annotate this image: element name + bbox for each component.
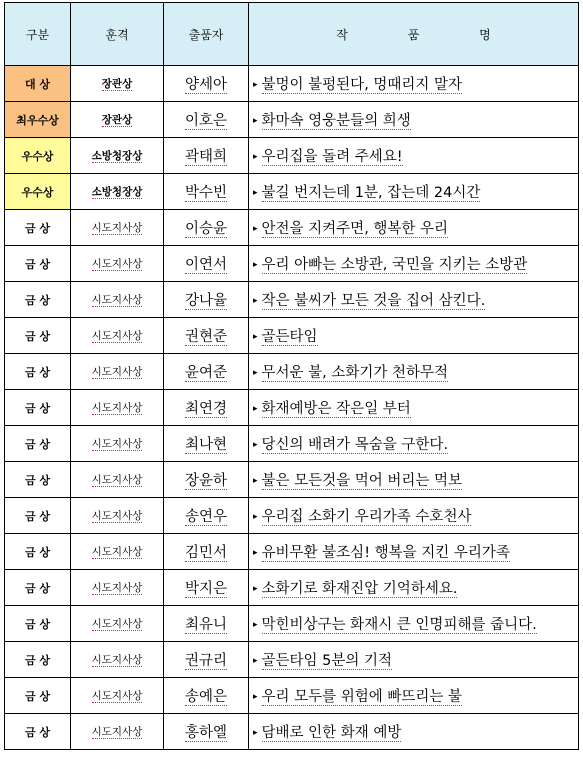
award-grade-text: 시도지사상 [91, 438, 143, 450]
entrant-name-text: 최유니 [184, 617, 228, 633]
award-grade-text: 시도지사상 [91, 726, 143, 738]
work-title-cell [249, 462, 579, 498]
award-category-cell: 금 상 [5, 642, 71, 678]
award-category-cell: 금 상 [5, 570, 71, 606]
table-row [5, 282, 579, 318]
table-row [5, 642, 579, 678]
entrant-name-text: 이승윤 [184, 221, 228, 237]
table-row [5, 138, 579, 174]
award-grade-text: 시도지사상 [91, 582, 143, 594]
award-grade-text: 시도지사상 [91, 258, 143, 270]
bullet-triangle-icon: ▸ [253, 476, 258, 486]
award-category-cell: 금 상 [5, 678, 71, 714]
entrant-name-cell [164, 606, 249, 642]
entrant-name-cell [164, 138, 249, 174]
bullet-triangle-icon: ▸ [253, 548, 258, 558]
entrant-name-cell [164, 390, 249, 426]
award-grade-text: 시도지사상 [91, 474, 143, 486]
award-grade-text: 시도지사상 [91, 654, 143, 666]
work-title-cell [249, 354, 579, 390]
entrant-name-text: 장윤하 [184, 473, 228, 489]
work-title-text: 우리 모두를 위험에 빠뜨리는 불 [261, 689, 463, 705]
work-title-text: 화마속 영웅분들의 희생 [261, 113, 411, 129]
entrant-name-text: 양세아 [184, 77, 228, 93]
header-work-title: 작 품 명 [249, 3, 579, 66]
work-title-text: 유비무환 불조심! 행복을 지킨 우리가족 [261, 545, 510, 561]
award-category-cell: 금 상 [5, 714, 71, 750]
award-grade-cell [71, 174, 164, 210]
award-grade-cell [71, 318, 164, 354]
work-title-text: 무서운 불, 소화기가 천하무적 [261, 365, 449, 381]
work-title-text: 작은 불씨가 모든 것을 집어 삼킨다. [261, 293, 486, 309]
work-title-cell [249, 498, 579, 534]
award-grade-cell [71, 390, 164, 426]
award-grade-cell [71, 210, 164, 246]
work-title-cell [249, 210, 579, 246]
header-hungyeok: 훈격 [71, 3, 164, 66]
work-title-cell [249, 678, 579, 714]
entrant-name-text: 윤여준 [184, 365, 228, 381]
bullet-triangle-icon: ▸ [253, 152, 258, 162]
award-grade-cell [71, 282, 164, 318]
award-grade-cell [71, 498, 164, 534]
table-body [5, 66, 579, 750]
award-grade-text: 시도지사상 [91, 618, 143, 630]
work-title-text: 우리 아빠는 소방관, 국민을 지키는 소방관 [261, 257, 528, 273]
award-category-cell: 금 상 [5, 534, 71, 570]
award-grade-cell [71, 102, 164, 138]
table-row [5, 498, 579, 534]
award-category-cell: 금 상 [5, 462, 71, 498]
table-row [5, 426, 579, 462]
award-category-cell: 우수상 [5, 174, 71, 210]
award-category-cell: 금 상 [5, 606, 71, 642]
award-grade-cell [71, 354, 164, 390]
award-category-cell: 금 상 [5, 246, 71, 282]
bullet-triangle-icon: ▸ [253, 512, 258, 522]
table-row [5, 462, 579, 498]
entrant-name-cell [164, 534, 249, 570]
bullet-triangle-icon: ▸ [253, 260, 258, 270]
entrant-name-cell [164, 354, 249, 390]
table-header-row [5, 3, 579, 66]
award-grade-text: 장관상 [101, 114, 133, 126]
award-grade-cell [71, 714, 164, 750]
work-title-text: 우리집을 돌려 주세요! [261, 149, 403, 165]
work-title-cell [249, 246, 579, 282]
work-title-cell [249, 570, 579, 606]
entrant-name-text: 권규리 [184, 653, 228, 669]
table-row [5, 570, 579, 606]
award-grade-text: 시도지사상 [91, 402, 143, 414]
entrant-name-text: 권현준 [184, 329, 228, 345]
award-grade-text: 시도지사상 [91, 366, 143, 378]
work-title-text: 불멍이 불펑된다, 멍때리지 말자 [261, 77, 463, 93]
table-row [5, 534, 579, 570]
table-row [5, 246, 579, 282]
award-grade-cell [71, 606, 164, 642]
entrant-name-text: 박수빈 [184, 185, 228, 201]
bullet-triangle-icon: ▸ [253, 440, 258, 450]
entrant-name-text: 이호은 [184, 113, 228, 129]
entrant-name-text: 이연서 [184, 257, 228, 273]
entrant-name-cell [164, 318, 249, 354]
award-grade-cell [71, 642, 164, 678]
table-row [5, 354, 579, 390]
table-row [5, 66, 579, 102]
awards-table-wrapper [4, 2, 578, 750]
table-row [5, 678, 579, 714]
award-category-cell: 금 상 [5, 354, 71, 390]
entrant-name-cell [164, 210, 249, 246]
award-grade-text: 시도지사상 [91, 546, 143, 558]
table-row [5, 102, 579, 138]
work-title-cell [249, 174, 579, 210]
table-row [5, 390, 579, 426]
entrant-name-cell [164, 174, 249, 210]
entrant-name-text: 강나율 [184, 293, 228, 309]
work-title-cell [249, 426, 579, 462]
entrant-name-cell [164, 462, 249, 498]
bullet-triangle-icon: ▸ [253, 368, 258, 378]
entrant-name-cell [164, 678, 249, 714]
award-category-cell: 최우수상 [5, 102, 71, 138]
entrant-name-text: 송예은 [184, 689, 228, 705]
entrant-name-text: 박지은 [184, 581, 228, 597]
entrant-name-text: 최연경 [184, 401, 228, 417]
bullet-triangle-icon: ▸ [253, 188, 258, 198]
awards-table [4, 2, 579, 750]
work-title-text: 안전을 지켜주면, 행복한 우리 [261, 221, 449, 237]
table-row [5, 174, 579, 210]
award-grade-text: 시도지사상 [91, 330, 143, 342]
bullet-triangle-icon: ▸ [253, 116, 258, 126]
work-title-cell [249, 138, 579, 174]
award-grade-cell [71, 678, 164, 714]
award-grade-cell [71, 138, 164, 174]
entrant-name-cell [164, 570, 249, 606]
bullet-triangle-icon: ▸ [253, 620, 258, 630]
entrant-name-cell [164, 246, 249, 282]
bullet-triangle-icon: ▸ [253, 692, 258, 702]
work-title-text: 우리집 소화기 우리가족 수호천사 [261, 509, 472, 525]
work-title-text: 막힌비상구는 화재시 큰 인명피해를 줍니다. [261, 617, 537, 633]
work-title-cell [249, 318, 579, 354]
entrant-name-cell [164, 66, 249, 102]
bullet-triangle-icon: ▸ [253, 224, 258, 234]
award-grade-text: 시도지사상 [91, 294, 143, 306]
award-grade-text: 장관상 [101, 78, 133, 90]
header-gubun: 구분 [5, 3, 71, 66]
award-grade-text: 시도지사상 [91, 222, 143, 234]
header-entrant: 출품자 [164, 3, 249, 66]
work-title-text: 담배로 인한 화재 예방 [261, 725, 402, 741]
entrant-name-cell [164, 714, 249, 750]
entrant-name-cell [164, 426, 249, 462]
award-category-cell: 금 상 [5, 318, 71, 354]
entrant-name-text: 김민서 [184, 545, 228, 561]
award-grade-cell [71, 66, 164, 102]
award-category-cell: 우수상 [5, 138, 71, 174]
entrant-name-cell [164, 498, 249, 534]
award-category-cell: 금 상 [5, 426, 71, 462]
award-category-cell: 금 상 [5, 282, 71, 318]
award-grade-cell [71, 426, 164, 462]
award-category-cell: 금 상 [5, 498, 71, 534]
award-grade-text: 시도지사상 [91, 510, 143, 522]
bullet-triangle-icon: ▸ [253, 728, 258, 738]
bullet-triangle-icon: ▸ [253, 584, 258, 594]
award-grade-cell [71, 462, 164, 498]
work-title-cell [249, 714, 579, 750]
work-title-cell [249, 102, 579, 138]
bullet-triangle-icon: ▸ [253, 80, 258, 90]
award-category-cell: 금 상 [5, 210, 71, 246]
work-title-text: 소화기로 화재진압 기억하세요. [261, 581, 458, 597]
work-title-text: 골든타임 5분의 기적 [261, 653, 393, 669]
entrant-name-text: 홍하엘 [184, 725, 228, 741]
work-title-text: 불은 모든것을 먹어 버리는 먹보 [261, 473, 463, 489]
work-title-cell [249, 534, 579, 570]
bullet-triangle-icon: ▸ [253, 404, 258, 414]
bullet-triangle-icon: ▸ [253, 656, 258, 666]
work-title-cell [249, 390, 579, 426]
award-grade-text: 소방청장상 [91, 186, 143, 198]
award-grade-cell [71, 246, 164, 282]
work-title-cell [249, 642, 579, 678]
work-title-text: 화재예방은 작은일 부터 [261, 401, 411, 417]
entrant-name-cell [164, 102, 249, 138]
work-title-cell [249, 606, 579, 642]
work-title-text: 당신의 배려가 목숨을 구한다. [261, 437, 449, 453]
work-title-cell [249, 282, 579, 318]
table-row [5, 210, 579, 246]
award-grade-cell [71, 534, 164, 570]
entrant-name-cell [164, 642, 249, 678]
table-row [5, 606, 579, 642]
award-category-cell: 금 상 [5, 390, 71, 426]
award-grade-text: 시도지사상 [91, 690, 143, 702]
bullet-triangle-icon: ▸ [253, 332, 258, 342]
award-category-cell: 대 상 [5, 66, 71, 102]
entrant-name-cell [164, 282, 249, 318]
table-row [5, 318, 579, 354]
work-title-text: 골든타임 [261, 329, 318, 345]
entrant-name-text: 송연우 [184, 509, 228, 525]
entrant-name-text: 최나현 [184, 437, 228, 453]
award-grade-cell [71, 570, 164, 606]
award-grade-text: 소방청장상 [91, 150, 143, 162]
work-title-text: 불길 번지는데 1분, 잡는데 24시간 [261, 185, 481, 201]
work-title-cell [249, 66, 579, 102]
bullet-triangle-icon: ▸ [253, 296, 258, 306]
table-row [5, 714, 579, 750]
entrant-name-text: 곽태희 [184, 149, 228, 165]
